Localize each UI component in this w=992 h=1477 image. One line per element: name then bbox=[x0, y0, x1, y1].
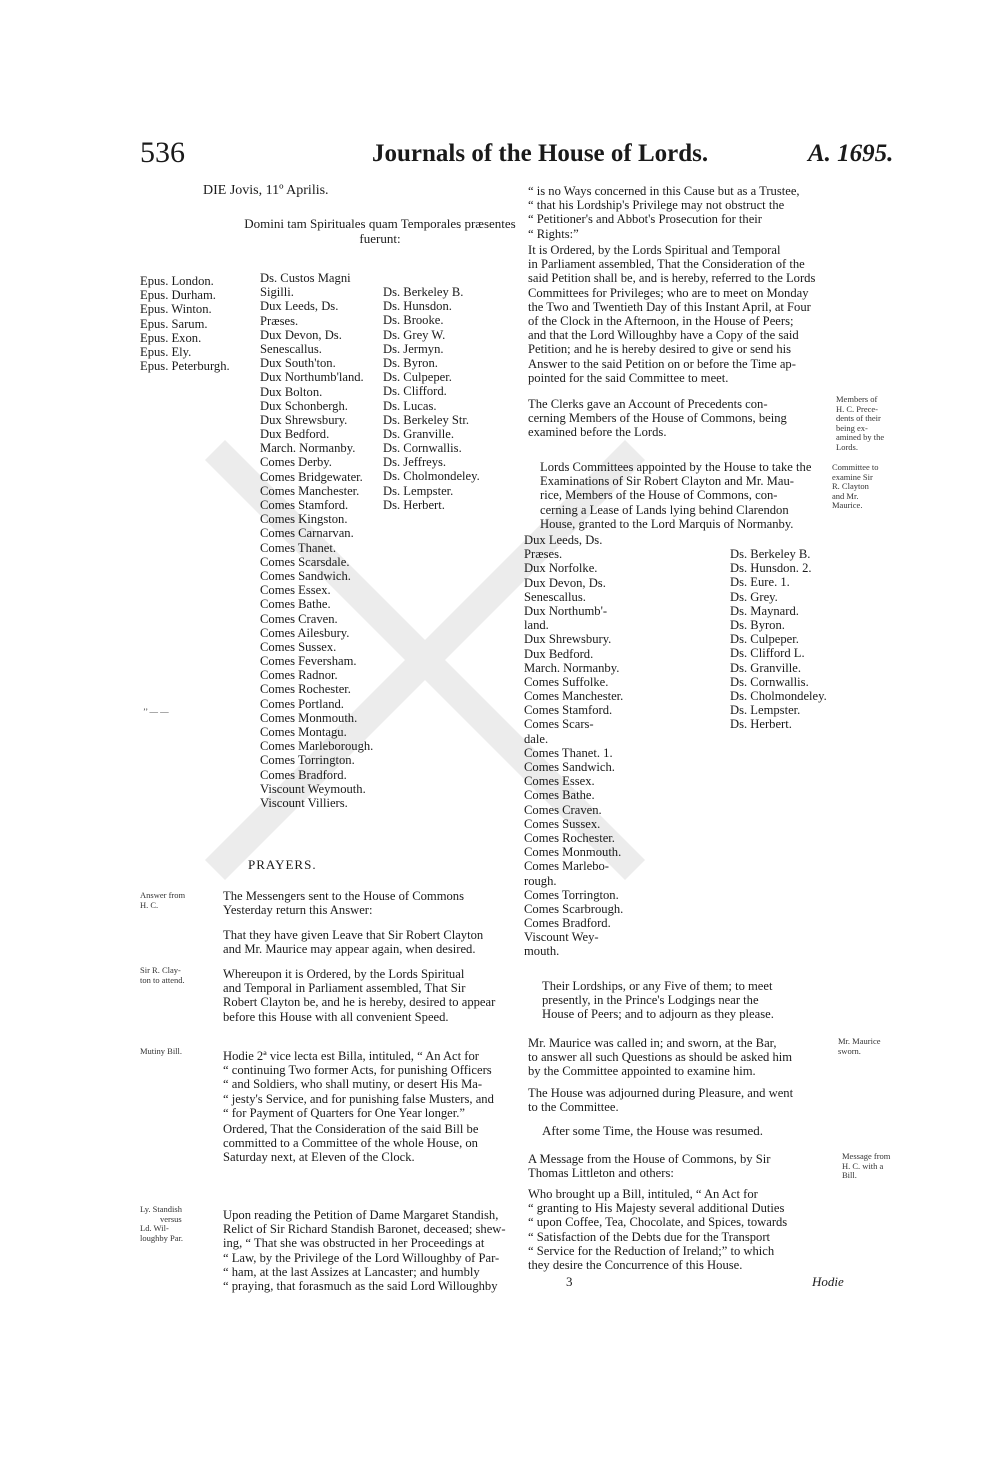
text-line: “ Rights:” bbox=[528, 226, 579, 241]
text-line: Ds. Byron. bbox=[730, 617, 785, 632]
temporal-lords-list bbox=[260, 271, 373, 810]
text-line: Senescallus. bbox=[524, 589, 586, 604]
text-line: Ds. Berkeley B. bbox=[383, 285, 464, 299]
text-line: Dux Leeds, Ds. bbox=[260, 299, 339, 314]
text-line: Comes Craven. bbox=[260, 611, 338, 626]
text-line: Sigilli. bbox=[260, 285, 294, 300]
text-line: That they have given Leave that Sir Robert Clayton bbox=[223, 928, 484, 942]
text-line: rough. bbox=[524, 873, 557, 888]
text-line: Epus. Peterburgh. bbox=[140, 359, 230, 374]
text-line: Ds. Grey. bbox=[730, 589, 778, 604]
text-line: Whereupon it is Ordered, by the Lords Spiritual bbox=[223, 967, 465, 981]
barons-list bbox=[383, 285, 480, 512]
text-line: Comes Scarsdale. bbox=[260, 554, 350, 569]
text-line: Comes Carnarvan. bbox=[260, 526, 354, 541]
text-line: Comes Derby. bbox=[260, 455, 332, 470]
text-line: Viscount Wey- bbox=[524, 930, 599, 945]
text-line: House of Peers; and to adjourn as they please. bbox=[542, 1007, 774, 1022]
petition-continued bbox=[528, 184, 800, 241]
mutiny-order-paragraph bbox=[223, 1122, 478, 1165]
text-line: cerning a Lease of Lands lying behind Clarendon bbox=[540, 502, 789, 517]
text-line: before this House with all convenient Speed. bbox=[223, 1009, 449, 1024]
text-line: Comes Stamford. bbox=[260, 498, 349, 512]
text-line: Examinations of Sir Robert Clayton and Mr. Mau- bbox=[540, 474, 794, 489]
committee-appointed bbox=[540, 460, 811, 531]
text-line: The House was adjourned during Pleasure, and went bbox=[528, 1086, 794, 1100]
text-line: pointed for the said Committee to meet. bbox=[528, 370, 729, 385]
margin-note-illegible: ’’ — — bbox=[143, 706, 169, 716]
text-line: Who brought up a Bill, intituled, “ An Act for bbox=[528, 1187, 758, 1201]
text-line: Præses. bbox=[524, 547, 563, 562]
date-heading: DIE Jovis, 11º Aprilis. bbox=[203, 183, 329, 198]
text-line: “ for Payment of Quarters for One Year longer.” bbox=[223, 1105, 466, 1120]
text-line: The Clerks gave an Account of Precedents con- bbox=[528, 397, 768, 411]
text-line: Comes Torrington. bbox=[524, 887, 619, 902]
text-line: Ds. Culpeper. bbox=[383, 370, 452, 385]
text-line: and that the Lord Willoughby have a Copy of the said bbox=[528, 328, 799, 343]
text-line: of the Clock in the Afternoon, in the House of Peers; bbox=[528, 313, 794, 328]
text-line: Epus. Ely. bbox=[140, 344, 192, 359]
text-line: Ds. Cornwallis. bbox=[383, 441, 462, 456]
text-line: Epus. London. bbox=[140, 274, 214, 288]
margin-note-answer: Answer from H. C. bbox=[140, 890, 186, 910]
text-line: Ds. Berkeley Str. bbox=[383, 412, 470, 427]
text-line: Ds. Grey W. bbox=[383, 327, 446, 342]
text-line: “ granting to His Majesty several additional Duties bbox=[528, 1201, 785, 1216]
text-line: Ds. Custos Magni bbox=[260, 271, 351, 285]
text-line: Comes Marlebo- bbox=[524, 859, 609, 874]
text-line: Saturday next, at Eleven of the Clock. bbox=[223, 1150, 415, 1165]
text-line: Præses. bbox=[260, 313, 299, 328]
text-line: Viscount Weymouth. bbox=[260, 781, 366, 796]
text-line: Comes Kingston. bbox=[260, 512, 348, 527]
text-line: Comes Scars- bbox=[524, 717, 594, 732]
text-line: Comes Montagu. bbox=[260, 725, 347, 739]
text-line: ing, “ That she was obstructed in her Proceedings at bbox=[223, 1236, 485, 1251]
clayton-leave-paragraph bbox=[223, 928, 483, 956]
text-line: Comes Marleborough. bbox=[260, 739, 374, 754]
text-line: Ds. Cornwallis. bbox=[730, 674, 809, 689]
resumed-paragraph: After some Time, the House was resumed. bbox=[542, 1123, 763, 1138]
adjourned-paragraph bbox=[528, 1086, 793, 1114]
text-line: Ds. Herbert. bbox=[730, 717, 792, 732]
text-line: Comes Sandwich. bbox=[260, 568, 351, 583]
text-line: land. bbox=[524, 618, 549, 633]
page-header bbox=[140, 137, 900, 177]
prayers-heading: PRAYERS. bbox=[248, 857, 317, 872]
text-line: Dux Bedford. bbox=[260, 427, 330, 442]
text-line: Comes Rochester. bbox=[260, 682, 351, 697]
text-line: Committees for Privileges; who are to meet on Monday bbox=[528, 285, 809, 300]
text-line: Comes Sussex. bbox=[260, 639, 337, 654]
text-line: Dux Norfolke. bbox=[524, 561, 598, 576]
text-line: to answer all such Questions as should be asked him bbox=[528, 1050, 793, 1065]
text-line: “ is no Ways concerned in this Cause but as a Trustee, bbox=[528, 184, 800, 198]
margin-note-maurice: Mr. Maurice sworn. bbox=[838, 1036, 881, 1056]
text-line: Comes Craven. bbox=[524, 802, 602, 817]
text-line: Viscount Villiers. bbox=[260, 795, 348, 810]
clerks-account bbox=[528, 397, 787, 440]
text-line: “ and Soldiers, who shall mutiny, or desert His Ma- bbox=[223, 1077, 483, 1092]
text-line: Ds. Jeffreys. bbox=[383, 455, 447, 470]
margin-note-precedents: Members of H. C. Prece- dents of their being ex- amined by the Lords. bbox=[836, 394, 885, 452]
text-line: Dux Devon, Ds. bbox=[524, 575, 606, 590]
text-line: and Temporal in Parliament assembled, That Sir bbox=[223, 981, 466, 996]
text-line: Ds. Granville. bbox=[730, 660, 801, 675]
text-line: Ds. Byron. bbox=[383, 355, 438, 370]
text-line: mouth. bbox=[524, 944, 560, 959]
text-line: “ ham, at the last Assizes at Lancaster; and humbly bbox=[223, 1264, 480, 1279]
text-line: The Messengers sent to the House of Commons bbox=[223, 889, 464, 903]
text-line: Ds. Granville. bbox=[383, 426, 454, 441]
text-line: Robert Clayton be, and he is hereby, desired to appear bbox=[223, 995, 496, 1010]
quorum-paragraph bbox=[542, 979, 774, 1022]
answer-paragraph bbox=[223, 889, 464, 917]
margin-note-committee: Committee to examine Sir R. Clayton and Mr. Maurice. bbox=[832, 462, 879, 510]
text-line: Epus. Durham. bbox=[140, 288, 216, 303]
text-line: Comes Bradford. bbox=[260, 767, 347, 782]
text-line: March. Normanby. bbox=[260, 441, 356, 456]
text-line: Comes Sussex. bbox=[524, 816, 601, 831]
text-line: to the Committee. bbox=[528, 1100, 619, 1115]
text-line: “ praying, that forasmuch as the said Lord Willoughby bbox=[223, 1278, 498, 1293]
text-line: Dux Schonbergh. bbox=[260, 398, 348, 413]
text-line: Ds. Eure. 1. bbox=[730, 575, 790, 590]
text-line: Their Lordships, or any Five of them; to meet bbox=[542, 979, 773, 993]
page-year: A. 1695. bbox=[808, 140, 894, 167]
maurice-sworn-paragraph bbox=[528, 1036, 792, 1079]
text-line: Relict of Sir Richard Standish Baronet, deceased; shew- bbox=[223, 1222, 506, 1237]
text-line: Comes Bathe. bbox=[260, 597, 331, 612]
text-line: Ordered, That the Consideration of the said Bill be bbox=[223, 1122, 479, 1136]
text-line: Comes Radnor. bbox=[260, 668, 338, 683]
text-line: said Petition shall be, and is hereby, referred to the Lords bbox=[528, 271, 816, 286]
text-line: Comes Bradford. bbox=[524, 916, 611, 931]
text-line: Comes Manchester. bbox=[260, 483, 360, 498]
text-line: dale. bbox=[524, 731, 549, 746]
text-line: House, granted to the Lord Marquis of Normanby. bbox=[540, 516, 794, 531]
text-line: “ that his Lordship's Privilege may not obstruct the bbox=[528, 198, 785, 213]
text-line: March. Normanby. bbox=[524, 660, 620, 675]
text-line: Ds. Hunsdon. 2. bbox=[730, 561, 812, 576]
text-line: Comes Essex. bbox=[524, 774, 595, 789]
text-line: committed to a Committee of the whole House, on bbox=[223, 1136, 478, 1151]
text-line: Comes Thanet. bbox=[260, 540, 337, 555]
text-line: by the Committee appointed to examine him. bbox=[528, 1064, 756, 1079]
text-line: Ds. Herbert. bbox=[383, 497, 445, 512]
text-line: Dux Northumb'land. bbox=[260, 370, 364, 385]
text-line: “ upon Coffee, Tea, Chocolate, and Spices, towards bbox=[528, 1215, 788, 1230]
text-line: Ds. Clifford L. bbox=[730, 646, 805, 661]
text-line: Comes Feversham. bbox=[260, 654, 357, 669]
text-line: Comes Manchester. bbox=[524, 689, 624, 704]
text-line: Ds. Culpeper. bbox=[730, 632, 799, 647]
text-line: in Parliament assembled, That the Consideration of the bbox=[528, 257, 805, 272]
text-line: Dux Bedford. bbox=[524, 646, 594, 661]
bill-brought-paragraph bbox=[528, 1187, 787, 1272]
text-line: Dux Shrewsbury. bbox=[260, 412, 348, 427]
text-line: It is Ordered, by the Lords Spiritual and Temporal bbox=[528, 243, 781, 257]
present-heading: Domini tam Spirituales quam Temporales præsentes fuerunt: bbox=[244, 216, 516, 246]
text-line: “ Service for the Reduction of Ireland;” to which bbox=[528, 1243, 775, 1258]
text-line: Ds. Lempster. bbox=[383, 483, 454, 498]
text-line: Senescallus. bbox=[260, 341, 322, 356]
text-line: Epus. Sarum. bbox=[140, 316, 208, 331]
clayton-order-paragraph bbox=[223, 967, 495, 1024]
journal-title: Journals of the House of Lords. bbox=[372, 140, 709, 167]
text-line: Comes Stamford. bbox=[524, 703, 613, 718]
text-line: Ds. Jermyn. bbox=[383, 341, 444, 356]
text-line: cerning Members of the House of Commons, being bbox=[528, 411, 787, 426]
text-line: Comes Ailesbury. bbox=[260, 625, 350, 640]
text-line: Dux South'ton. bbox=[260, 356, 336, 371]
signature-mark: 3 bbox=[566, 1274, 573, 1289]
text-line: Epus. Winton. bbox=[140, 302, 212, 317]
text-line: Lords Committees appointed by the House to take the bbox=[540, 460, 812, 474]
text-line: “ continuing Two former Acts, for punishing Officers bbox=[223, 1063, 492, 1078]
margin-note-clayton: Sir R. Clay- ton to attend. bbox=[140, 965, 185, 985]
text-line: A Message from the House of Commons, by Sir bbox=[528, 1152, 771, 1166]
text-line: “ Petitioner's and Abbot's Prosecution for their bbox=[528, 212, 762, 227]
text-line: Ds. Lempster. bbox=[730, 703, 801, 718]
text-line: Ds. Clifford. bbox=[383, 384, 447, 399]
text-line: Dux Bolton. bbox=[260, 384, 323, 399]
text-line: Dux Leeds, Ds. bbox=[524, 533, 603, 547]
text-line: Comes Rochester. bbox=[524, 830, 615, 845]
text-line: Ds. Hunsdon. bbox=[383, 299, 452, 314]
text-line: rice, Members of the House of Commons, con- bbox=[540, 488, 778, 503]
text-line: Comes Essex. bbox=[260, 583, 331, 598]
text-line: Comes Monmouth. bbox=[260, 710, 358, 725]
text-line: Ds. Maynard. bbox=[730, 603, 799, 618]
message-paragraph bbox=[528, 1152, 770, 1180]
text-line: Comes Thanet. 1. bbox=[524, 745, 613, 760]
text-line: Mr. Maurice was called in; and sworn, at the Bar, bbox=[528, 1036, 777, 1050]
text-line: Ds. Lucas. bbox=[383, 398, 437, 413]
catchword: Hodie bbox=[812, 1274, 844, 1289]
text-line: Ds. Berkeley B. bbox=[730, 547, 811, 561]
text-line: Dux Northumb'- bbox=[524, 603, 608, 618]
text-line: Comes Sandwich. bbox=[524, 760, 615, 774]
text-line: Epus. Exon. bbox=[140, 330, 202, 345]
margin-note-mutiny: Mutiny Bill. bbox=[140, 1046, 183, 1056]
text-line: Comes Bathe. bbox=[524, 788, 595, 803]
margin-note-standish: Ly. Standish versus Ld. Wil- loughby Par. bbox=[140, 1204, 183, 1243]
text-line: presently, in the Prince's Lodgings near the bbox=[542, 993, 759, 1008]
standish-petition-paragraph bbox=[223, 1208, 506, 1293]
text-line: Comes Bridgewater. bbox=[260, 469, 363, 484]
text-line: Comes Suffolke. bbox=[524, 674, 609, 689]
text-line: Comes Portland. bbox=[260, 696, 344, 711]
text-line: “ Satisfaction of the Debts due for the Transport bbox=[528, 1229, 771, 1244]
text-line: Petition; and he is hereby desired to give or send his bbox=[528, 342, 792, 357]
text-line: Ds. Cholmondeley. bbox=[730, 688, 827, 703]
margin-note-message: Message from H. C. with a Bill. bbox=[842, 1151, 891, 1180]
text-line: Answer to the said Petition on or before the Time ap- bbox=[528, 356, 796, 371]
text-line: Dux Devon, Ds. bbox=[260, 327, 342, 342]
text-line: Ds. Cholmondeley. bbox=[383, 469, 480, 484]
privileges-order bbox=[528, 243, 815, 385]
text-line: “ jesty's Service, and for punishing false Musters, and bbox=[223, 1091, 494, 1106]
committee-members-left bbox=[524, 533, 623, 959]
text-line: Ds. Brooke. bbox=[383, 313, 444, 328]
mutiny-bill-paragraph bbox=[223, 1049, 494, 1120]
text-line: Comes Scarbrough. bbox=[524, 901, 624, 916]
text-line: Dux Shrewsbury. bbox=[524, 632, 612, 647]
text-line: the Two and Twentieth Day of this Instant April, at Four bbox=[528, 299, 811, 314]
text-line: Comes Monmouth. bbox=[524, 845, 622, 860]
text-line: Yesterday return this Answer: bbox=[223, 903, 373, 918]
text-line: “ Law, by the Privilege of the Lord Willoughby of Par- bbox=[223, 1250, 500, 1265]
text-line: Comes Torrington. bbox=[260, 753, 355, 768]
text-line: and Mr. Maurice may appear again, when desired. bbox=[223, 942, 476, 957]
text-line: Upon reading the Petition of Dame Margaret Standish, bbox=[223, 1208, 499, 1222]
text-line: Hodie 2ª vice lecta est Billa, intituled, “ An Act for bbox=[223, 1049, 479, 1063]
text-line: Thomas Littleton and others: bbox=[528, 1166, 674, 1181]
page-number: 536 bbox=[140, 136, 185, 169]
committee-members-right bbox=[730, 547, 827, 731]
text-line: examined before the Lords. bbox=[528, 425, 667, 440]
bishops-list bbox=[140, 274, 230, 373]
text-line: they desire the Concurrence of this House. bbox=[528, 1257, 743, 1272]
